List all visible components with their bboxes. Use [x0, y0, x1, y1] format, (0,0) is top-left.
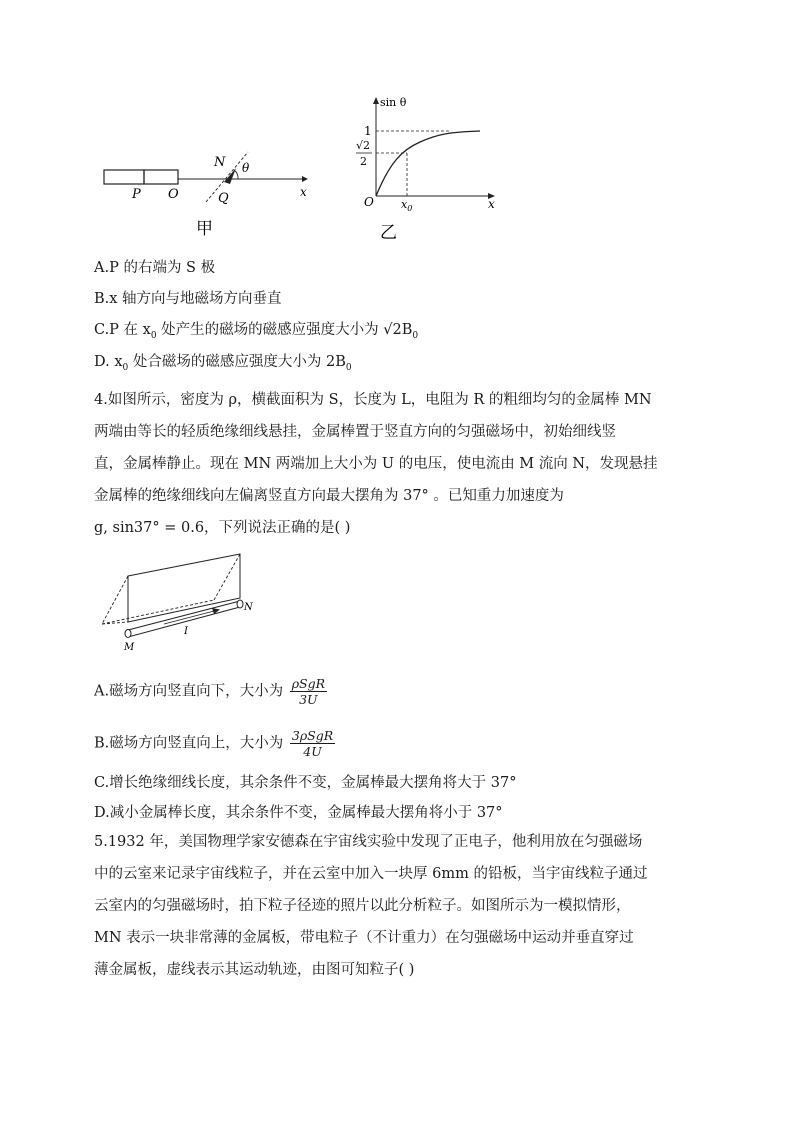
graph-x0: $x_0$ [401, 198, 413, 213]
q5-line-4: MN 表示一块非常薄的金属板，带电粒子（不计重力）在匀强磁场中运动并垂直穿过 [94, 930, 634, 946]
q4-option-a-text: A.磁场方向竖直向下，大小为 [94, 683, 284, 700]
figure-jia [96, 140, 316, 240]
label-jia: 甲 [196, 219, 213, 239]
q4-line-3: 直，金属棒静止。现在 MN 两端加上大小为 U 的电压，使电流由 M 流向 N，发现悬挂 [94, 456, 658, 472]
q4-line-2: 两端由等长的轻质绝缘细线悬挂，金属棒置于竖直方向的匀强磁场中，初始细线竖 [94, 424, 616, 440]
frame-dashed-1 [102, 576, 128, 624]
q3-option-c [94, 320, 418, 346]
frame-dashed-2 [102, 622, 128, 624]
q4-line-5: g, sin37° = 0.6，下列说法正确的是( ) [94, 520, 351, 536]
q4-option-b [94, 728, 335, 759]
rod-label-i: I [184, 626, 188, 637]
sin-theta-curve [376, 131, 480, 196]
label-n: N [214, 155, 226, 170]
bar-magnet-left [104, 170, 144, 184]
bar-magnet-right [144, 170, 178, 184]
q5-line-5: 薄金属板，虚线表示其运动轨迹，由图可知粒子( ) [94, 962, 415, 978]
q3-option-d-pre: D. x [94, 354, 123, 370]
figure-q4-rod [94, 548, 264, 652]
label-theta: θ [242, 161, 250, 175]
q4-option-b-num: 3ρSgR [291, 728, 334, 743]
rod-label-m: M [124, 642, 135, 652]
x-axis-arrow [302, 176, 308, 182]
rod-end-m [125, 630, 131, 638]
q5-line-1: 5.1932 年，美国物理学家安德森在宇宙线实验中发现了正电子，他利用放在匀强磁场 [94, 834, 643, 850]
q3-option-d-mid: 处合磁场的磁感应强度大小为 2B [128, 354, 346, 370]
q3-option-d-sub2: 0 [345, 362, 352, 373]
label-x: x [300, 185, 307, 199]
q3-option-c-sub: 0 [150, 330, 157, 341]
q4-option-d: D.减小金属棒长度，其余条件不变，金属棒最大摆角将小于 37° [94, 805, 503, 821]
label-p: P [132, 187, 141, 202]
label-q: Q [218, 191, 229, 206]
q4-line-4: 金属棒的绝缘细线向左偏离竖直方向最大摆角为 37° 。已知重力加速度为 [94, 488, 564, 504]
q5-stem [94, 826, 700, 986]
label-yi: 乙 [380, 223, 397, 243]
q4-option-a-fraction [290, 676, 327, 707]
q3-option-d-sub: 0 [122, 362, 129, 373]
q4-option-c: C.增长绝缘细线长度，其余条件不变，金属棒最大摆角将大于 37° [94, 775, 517, 791]
q3-option-c-mid: 处产生的磁场的磁感应强度大小为 √2B [156, 322, 413, 338]
q3-option-b: B.x 轴方向与地磁场方向垂直 [94, 291, 282, 307]
q4-line-1: 4.如图所示，密度为 ρ，横截面积为 S，长度为 L，电阻为 R 的粗细均匀的金属棒 MN [94, 392, 652, 408]
q3-option-c-pre: C.P 在 x [94, 322, 151, 338]
graph-y-arrow [373, 97, 379, 104]
figure-yi-graph [340, 92, 510, 244]
q3-option-d [94, 352, 352, 378]
q4-option-b-fraction [290, 728, 335, 759]
q4-stem [94, 384, 700, 544]
q4-option-a [94, 676, 327, 707]
graph-tick-sqrt-num: √2 [356, 139, 371, 152]
q4-option-b-text: B.磁场方向竖直向上，大小为 [94, 735, 284, 752]
q3-option-c-sub2: 0 [412, 330, 419, 341]
graph-origin: O [364, 195, 374, 209]
q4-option-a-num: ρSgR [291, 676, 326, 691]
graph-xlabel: x [488, 197, 495, 211]
q4-option-a-den: 3U [299, 692, 318, 707]
label-o: O [168, 187, 179, 202]
q4-option-b-den: 4U [303, 744, 322, 759]
graph-ylabel: sin θ [380, 96, 407, 109]
graph-tick-1: 1 [364, 124, 372, 138]
graph-tick-sqrt-den: 2 [360, 155, 367, 168]
rod-label-n: N [244, 602, 253, 613]
q3-option-a: A.P 的右端为 S 极 [94, 260, 216, 276]
q5-line-2: 中的云室来记录宇宙线粒子，并在云室中加入一块厚 6mm 的铅板，当宇宙线粒子通过 [94, 866, 648, 882]
q5-line-3: 云室内的匀强磁场时，拍下粒子径迹的照片以此分析粒子。如图所示为一模拟情形， [94, 898, 631, 914]
rod-end-n [237, 600, 243, 608]
frame-dashed-3 [214, 554, 240, 600]
